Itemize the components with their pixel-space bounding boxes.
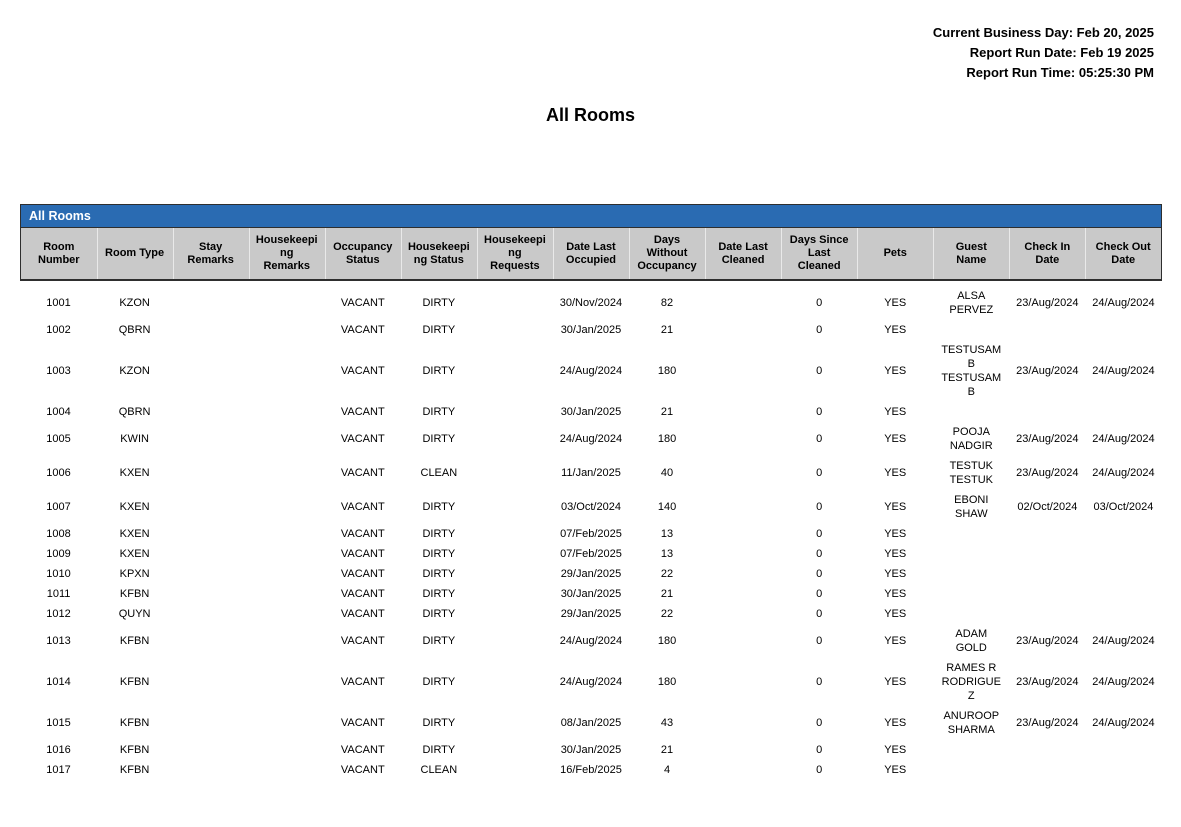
cell-date-last-occupied: 24/Aug/2024 (553, 422, 629, 456)
cell-housekeeping-remarks (249, 340, 325, 402)
cell-check-in-date: 23/Aug/2024 (1009, 658, 1085, 706)
cell-room-type: KZON (97, 280, 173, 320)
column-header-check-in-date: Check In Date (1009, 228, 1085, 281)
cell-occupancy-status: VACANT (325, 340, 401, 402)
cell-date-last-cleaned (705, 658, 781, 706)
cell-date-last-occupied: 07/Feb/2025 (553, 524, 629, 544)
cell-date-last-cleaned (705, 564, 781, 584)
cell-housekeeping-remarks (249, 624, 325, 658)
cell-housekeeping-requests (477, 422, 553, 456)
cell-check-in-date (1009, 402, 1085, 422)
cell-pets: YES (857, 340, 933, 402)
cell-stay-remarks (173, 604, 249, 624)
cell-occupancy-status: VACANT (325, 544, 401, 564)
cell-check-in-date: 23/Aug/2024 (1009, 456, 1085, 490)
cell-date-last-occupied: 29/Jan/2025 (553, 604, 629, 624)
cell-date-last-cleaned (705, 280, 781, 320)
column-header-days-since-last-cleaned: Days Since Last Cleaned (781, 228, 857, 281)
cell-room-number: 1005 (21, 422, 97, 456)
cell-check-in-date (1009, 740, 1085, 760)
table-row (21, 564, 1162, 584)
cell-date-last-cleaned (705, 402, 781, 422)
cell-stay-remarks (173, 658, 249, 706)
cell-housekeeping-remarks (249, 564, 325, 584)
cell-date-last-cleaned (705, 624, 781, 658)
page-title: All Rooms (545, 105, 635, 125)
cell-pets: YES (857, 280, 933, 320)
cell-days-since-last-cleaned: 0 (781, 604, 857, 624)
column-header-stay-remarks: Stay Remarks (173, 228, 249, 281)
cell-check-in-date (1009, 760, 1085, 780)
cell-housekeeping-requests (477, 760, 553, 780)
cell-housekeeping-status: DIRTY (401, 624, 477, 658)
cell-room-number: 1014 (21, 658, 97, 706)
cell-housekeeping-status: DIRTY (401, 564, 477, 584)
cell-date-last-occupied: 30/Nov/2024 (553, 280, 629, 320)
cell-pets: YES (857, 584, 933, 604)
cell-housekeeping-requests (477, 280, 553, 320)
cell-check-out-date: 24/Aug/2024 (1085, 706, 1161, 740)
cell-date-last-cleaned (705, 524, 781, 544)
cell-pets: YES (857, 624, 933, 658)
column-header-date-last-cleaned: Date Last Cleaned (705, 228, 781, 281)
cell-stay-remarks (173, 320, 249, 340)
cell-pets: YES (857, 422, 933, 456)
cell-housekeeping-requests (477, 402, 553, 422)
cell-check-out-date (1085, 564, 1161, 584)
cell-room-number: 1006 (21, 456, 97, 490)
cell-room-number: 1008 (21, 524, 97, 544)
cell-days-since-last-cleaned: 0 (781, 760, 857, 780)
cell-check-out-date: 24/Aug/2024 (1085, 422, 1161, 456)
cell-date-last-cleaned (705, 740, 781, 760)
cell-check-in-date: 02/Oct/2024 (1009, 490, 1085, 524)
cell-room-type: KXEN (97, 524, 173, 544)
cell-pets: YES (857, 320, 933, 340)
cell-date-last-occupied: 30/Jan/2025 (553, 740, 629, 760)
cell-stay-remarks (173, 564, 249, 584)
cell-stay-remarks (173, 624, 249, 658)
cell-room-type: QBRN (97, 402, 173, 422)
table-row (21, 544, 1162, 564)
section-title-bar (20, 204, 1162, 227)
cell-days-since-last-cleaned: 0 (781, 456, 857, 490)
cell-guest-name (933, 740, 1009, 760)
cell-housekeeping-requests (477, 584, 553, 604)
cell-guest-name: ADAM GOLD (933, 624, 1009, 658)
cell-check-out-date: 24/Aug/2024 (1085, 280, 1161, 320)
cell-room-number: 1010 (21, 564, 97, 584)
cell-date-last-cleaned (705, 760, 781, 780)
table-row (21, 624, 1162, 658)
cell-housekeeping-requests (477, 658, 553, 706)
cell-housekeeping-status: CLEAN (401, 760, 477, 780)
cell-days-since-last-cleaned: 0 (781, 340, 857, 402)
cell-occupancy-status: VACANT (325, 402, 401, 422)
cell-stay-remarks (173, 584, 249, 604)
rooms-table-body (21, 280, 1162, 780)
cell-housekeeping-remarks (249, 422, 325, 456)
cell-date-last-occupied: 11/Jan/2025 (553, 456, 629, 490)
cell-days-since-last-cleaned: 0 (781, 706, 857, 740)
table-row (21, 340, 1162, 402)
cell-occupancy-status: VACANT (325, 564, 401, 584)
cell-pets: YES (857, 490, 933, 524)
cell-guest-name (933, 584, 1009, 604)
cell-housekeeping-status: DIRTY (401, 706, 477, 740)
cell-check-in-date: 23/Aug/2024 (1009, 340, 1085, 402)
cell-room-number: 1009 (21, 544, 97, 564)
cell-days-since-last-cleaned: 0 (781, 658, 857, 706)
cell-room-number: 1012 (21, 604, 97, 624)
cell-housekeeping-remarks (249, 544, 325, 564)
cell-occupancy-status: VACANT (325, 456, 401, 490)
cell-date-last-cleaned (705, 544, 781, 564)
cell-occupancy-status: VACANT (325, 320, 401, 340)
cell-stay-remarks (173, 740, 249, 760)
column-header-occupancy-status: Occupancy Status (325, 228, 401, 281)
cell-housekeeping-remarks (249, 456, 325, 490)
cell-date-last-occupied: 24/Aug/2024 (553, 658, 629, 706)
table-row (21, 584, 1162, 604)
cell-days-without-occupancy: 180 (629, 658, 705, 706)
cell-days-since-last-cleaned: 0 (781, 584, 857, 604)
cell-guest-name: RAMES R RODRIGUEZ (933, 658, 1009, 706)
table-row (21, 760, 1162, 780)
cell-room-number: 1013 (21, 624, 97, 658)
cell-check-in-date (1009, 584, 1085, 604)
cell-occupancy-status: VACANT (325, 490, 401, 524)
cell-days-since-last-cleaned: 0 (781, 402, 857, 422)
cell-housekeeping-remarks (249, 740, 325, 760)
cell-housekeeping-status: DIRTY (401, 320, 477, 340)
cell-room-type: QBRN (97, 320, 173, 340)
cell-pets: YES (857, 524, 933, 544)
cell-guest-name (933, 604, 1009, 624)
cell-stay-remarks (173, 706, 249, 740)
table-row (21, 740, 1162, 760)
cell-stay-remarks (173, 340, 249, 402)
cell-days-without-occupancy: 13 (629, 524, 705, 544)
cell-housekeeping-status: DIRTY (401, 402, 477, 422)
cell-room-type: QUYN (97, 604, 173, 624)
cell-check-in-date (1009, 544, 1085, 564)
cell-room-number: 1017 (21, 760, 97, 780)
cell-date-last-cleaned (705, 456, 781, 490)
cell-room-number: 1004 (21, 402, 97, 422)
cell-pets: YES (857, 544, 933, 564)
column-header-room-type: Room Type (97, 228, 173, 281)
table-row (21, 320, 1162, 340)
cell-housekeeping-remarks (249, 658, 325, 706)
cell-days-without-occupancy: 21 (629, 740, 705, 760)
cell-check-out-date (1085, 320, 1161, 340)
column-header-check-out-date: Check Out Date (1085, 228, 1161, 281)
cell-pets: YES (857, 760, 933, 780)
cell-occupancy-status: VACANT (325, 740, 401, 760)
cell-housekeeping-requests (477, 544, 553, 564)
cell-days-without-occupancy: 21 (629, 320, 705, 340)
cell-date-last-occupied: 08/Jan/2025 (553, 706, 629, 740)
cell-guest-name: EBONI SHAW (933, 490, 1009, 524)
cell-date-last-occupied: 24/Aug/2024 (553, 340, 629, 402)
table-row (21, 402, 1162, 422)
cell-days-since-last-cleaned: 0 (781, 740, 857, 760)
cell-housekeeping-requests (477, 490, 553, 524)
column-header-pets: Pets (857, 228, 933, 281)
cell-pets: YES (857, 456, 933, 490)
all-rooms-report-table (20, 204, 1162, 780)
cell-date-last-cleaned (705, 584, 781, 604)
cell-date-last-occupied: 30/Jan/2025 (553, 584, 629, 604)
cell-stay-remarks (173, 422, 249, 456)
cell-check-out-date: 24/Aug/2024 (1085, 456, 1161, 490)
cell-housekeeping-status: DIRTY (401, 490, 477, 524)
cell-guest-name: POOJA NADGIR (933, 422, 1009, 456)
cell-occupancy-status: VACANT (325, 524, 401, 544)
cell-room-type: KXEN (97, 456, 173, 490)
cell-days-without-occupancy: 21 (629, 402, 705, 422)
cell-room-type: KFBN (97, 658, 173, 706)
cell-housekeeping-status: DIRTY (401, 604, 477, 624)
cell-room-number: 1016 (21, 740, 97, 760)
column-header-room-number: Room Number (21, 228, 97, 281)
cell-pets: YES (857, 604, 933, 624)
cell-housekeeping-status: DIRTY (401, 658, 477, 706)
current-business-day: Current Business Day: Feb 20, 2025 (932, 25, 1154, 40)
cell-check-out-date (1085, 402, 1161, 422)
cell-guest-name (933, 320, 1009, 340)
cell-housekeeping-requests (477, 340, 553, 402)
cell-housekeeping-requests (477, 456, 553, 490)
cell-stay-remarks (173, 760, 249, 780)
cell-housekeeping-remarks (249, 320, 325, 340)
cell-housekeeping-status: DIRTY (401, 422, 477, 456)
cell-housekeeping-remarks (249, 402, 325, 422)
cell-housekeeping-remarks (249, 584, 325, 604)
cell-room-number: 1015 (21, 706, 97, 740)
cell-date-last-cleaned (705, 706, 781, 740)
report-run-date: Report Run Date: Feb 19 2025 (969, 45, 1154, 60)
table-row (21, 706, 1162, 740)
cell-housekeeping-requests (477, 564, 553, 584)
column-header-housekeeping-requests: Housekeeping Requests (477, 228, 553, 281)
cell-check-out-date (1085, 524, 1161, 544)
cell-room-type: KFBN (97, 706, 173, 740)
cell-pets: YES (857, 706, 933, 740)
cell-date-last-cleaned (705, 320, 781, 340)
cell-check-out-date (1085, 740, 1161, 760)
cell-guest-name: ANUROOP SHARMA (933, 706, 1009, 740)
cell-days-since-last-cleaned: 0 (781, 524, 857, 544)
cell-occupancy-status: VACANT (325, 584, 401, 604)
cell-room-type: KFBN (97, 760, 173, 780)
cell-pets: YES (857, 564, 933, 584)
cell-check-out-date (1085, 544, 1161, 564)
cell-guest-name: TESTUSAM B TESTUSAM B (933, 340, 1009, 402)
cell-occupancy-status: VACANT (325, 624, 401, 658)
cell-check-out-date: 24/Aug/2024 (1085, 624, 1161, 658)
cell-stay-remarks (173, 280, 249, 320)
cell-date-last-occupied: 30/Jan/2025 (553, 320, 629, 340)
cell-days-since-last-cleaned: 0 (781, 280, 857, 320)
cell-days-without-occupancy: 43 (629, 706, 705, 740)
cell-housekeeping-status: CLEAN (401, 456, 477, 490)
cell-days-without-occupancy: 140 (629, 490, 705, 524)
table-row (21, 456, 1162, 490)
cell-occupancy-status: VACANT (325, 706, 401, 740)
cell-housekeeping-status: DIRTY (401, 584, 477, 604)
rooms-table-header (21, 228, 1162, 281)
cell-date-last-cleaned (705, 340, 781, 402)
cell-date-last-occupied: 03/Oct/2024 (553, 490, 629, 524)
cell-guest-name (933, 760, 1009, 780)
header-row (21, 228, 1162, 281)
cell-check-out-date: 24/Aug/2024 (1085, 340, 1161, 402)
cell-days-without-occupancy: 22 (629, 604, 705, 624)
column-header-housekeeping-status: Housekeeping Status (401, 228, 477, 281)
cell-pets: YES (857, 658, 933, 706)
column-header-date-last-occupied: Date Last Occupied (553, 228, 629, 281)
cell-housekeeping-requests (477, 706, 553, 740)
cell-days-without-occupancy: 13 (629, 544, 705, 564)
table-row (21, 524, 1162, 544)
cell-housekeeping-remarks (249, 490, 325, 524)
cell-check-in-date (1009, 524, 1085, 544)
table-row (21, 280, 1162, 320)
cell-guest-name (933, 524, 1009, 544)
cell-days-without-occupancy: 180 (629, 340, 705, 402)
table-row (21, 658, 1162, 706)
cell-stay-remarks (173, 456, 249, 490)
cell-guest-name (933, 544, 1009, 564)
table-row (21, 422, 1162, 456)
cell-housekeeping-remarks (249, 524, 325, 544)
cell-days-without-occupancy: 82 (629, 280, 705, 320)
cell-housekeeping-requests (477, 624, 553, 658)
cell-days-since-last-cleaned: 0 (781, 544, 857, 564)
cell-date-last-occupied: 29/Jan/2025 (553, 564, 629, 584)
cell-stay-remarks (173, 544, 249, 564)
cell-housekeeping-status: DIRTY (401, 280, 477, 320)
cell-room-type: KWIN (97, 422, 173, 456)
cell-date-last-cleaned (705, 490, 781, 524)
cell-days-since-last-cleaned: 0 (781, 564, 857, 584)
cell-check-in-date: 23/Aug/2024 (1009, 280, 1085, 320)
cell-days-without-occupancy: 22 (629, 564, 705, 584)
cell-occupancy-status: VACANT (325, 422, 401, 456)
section-title: All Rooms (29, 209, 91, 223)
cell-date-last-occupied: 24/Aug/2024 (553, 624, 629, 658)
cell-room-type: KXEN (97, 544, 173, 564)
cell-guest-name: TESTUK TESTUK (933, 456, 1009, 490)
cell-guest-name: ALSA PERVEZ (933, 280, 1009, 320)
cell-check-out-date (1085, 604, 1161, 624)
cell-room-type: KFBN (97, 624, 173, 658)
cell-occupancy-status: VACANT (325, 658, 401, 706)
cell-housekeeping-status: DIRTY (401, 340, 477, 402)
column-header-days-without-occupancy: Days Without Occupancy (629, 228, 705, 281)
cell-stay-remarks (173, 524, 249, 544)
cell-guest-name (933, 402, 1009, 422)
cell-room-type: KXEN (97, 490, 173, 524)
cell-check-out-date (1085, 760, 1161, 780)
report-run-time: Report Run Time: 05:25:30 PM (966, 65, 1154, 80)
cell-housekeeping-requests (477, 740, 553, 760)
cell-check-out-date: 03/Oct/2024 (1085, 490, 1161, 524)
cell-date-last-cleaned (705, 422, 781, 456)
rooms-table (20, 227, 1162, 780)
column-header-housekeeping-remarks: Housekeeping Remarks (249, 228, 325, 281)
cell-days-since-last-cleaned: 0 (781, 624, 857, 658)
cell-days-without-occupancy: 180 (629, 624, 705, 658)
cell-housekeeping-status: DIRTY (401, 524, 477, 544)
cell-check-in-date: 23/Aug/2024 (1009, 706, 1085, 740)
cell-check-in-date (1009, 320, 1085, 340)
cell-check-in-date (1009, 604, 1085, 624)
table-row (21, 604, 1162, 624)
cell-housekeeping-requests (477, 320, 553, 340)
cell-occupancy-status: VACANT (325, 604, 401, 624)
cell-days-without-occupancy: 21 (629, 584, 705, 604)
cell-check-out-date: 24/Aug/2024 (1085, 658, 1161, 706)
cell-housekeeping-status: DIRTY (401, 740, 477, 760)
cell-date-last-cleaned (705, 604, 781, 624)
cell-stay-remarks (173, 402, 249, 422)
cell-housekeeping-remarks (249, 280, 325, 320)
cell-date-last-occupied: 07/Feb/2025 (553, 544, 629, 564)
cell-check-in-date: 23/Aug/2024 (1009, 422, 1085, 456)
cell-check-in-date: 23/Aug/2024 (1009, 624, 1085, 658)
cell-housekeeping-status: DIRTY (401, 544, 477, 564)
cell-room-number: 1003 (21, 340, 97, 402)
cell-days-without-occupancy: 4 (629, 760, 705, 780)
cell-occupancy-status: VACANT (325, 280, 401, 320)
cell-pets: YES (857, 402, 933, 422)
cell-housekeeping-remarks (249, 706, 325, 740)
cell-days-since-last-cleaned: 0 (781, 490, 857, 524)
cell-room-number: 1011 (21, 584, 97, 604)
cell-room-type: KFBN (97, 740, 173, 760)
cell-check-in-date (1009, 564, 1085, 584)
cell-days-since-last-cleaned: 0 (781, 422, 857, 456)
cell-days-since-last-cleaned: 0 (781, 320, 857, 340)
cell-housekeeping-remarks (249, 604, 325, 624)
cell-room-type: KFBN (97, 584, 173, 604)
cell-room-type: KZON (97, 340, 173, 402)
cell-room-type: KPXN (97, 564, 173, 584)
cell-housekeeping-requests (477, 524, 553, 544)
cell-date-last-occupied: 16/Feb/2025 (553, 760, 629, 780)
cell-occupancy-status: VACANT (325, 760, 401, 780)
cell-room-number: 1007 (21, 490, 97, 524)
cell-pets: YES (857, 740, 933, 760)
cell-days-without-occupancy: 40 (629, 456, 705, 490)
column-header-guest-name: Guest Name (933, 228, 1009, 281)
table-row (21, 490, 1162, 524)
cell-room-number: 1002 (21, 320, 97, 340)
cell-housekeeping-requests (477, 604, 553, 624)
cell-date-last-occupied: 30/Jan/2025 (553, 402, 629, 422)
report-header (933, 23, 1154, 83)
cell-housekeeping-remarks (249, 760, 325, 780)
cell-days-without-occupancy: 180 (629, 422, 705, 456)
cell-guest-name (933, 564, 1009, 584)
cell-stay-remarks (173, 490, 249, 524)
cell-room-number: 1001 (21, 280, 97, 320)
cell-check-out-date (1085, 584, 1161, 604)
